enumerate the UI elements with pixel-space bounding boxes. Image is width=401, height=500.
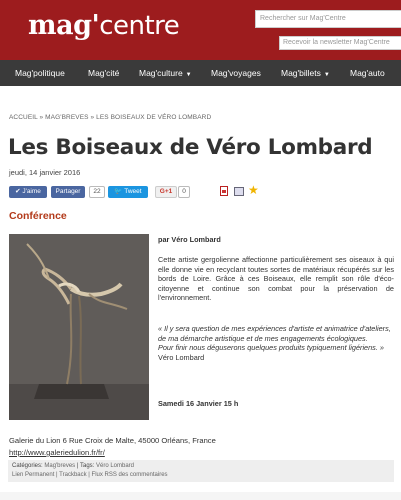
quote-text: « Il y sera question de mes expériences d'artiste et animatrice d'ateliers, de ma démarche artistique et de mes engagements écologiques. — [158, 324, 391, 343]
newsletter-input[interactable]: Recevoir la newsletter Mag'Centre — [279, 36, 401, 50]
event-address: Galerie du Lion 6 Rue Croix de Malte, 45000 Orléans, France — [9, 436, 216, 445]
nav-item-voyages[interactable]: Mag'voyages — [211, 68, 261, 78]
event-date: Samedi 16 Janvier 15 h — [158, 399, 239, 408]
chevron-down-icon: ▼ — [323, 72, 330, 78]
article-author: par Véro Lombard — [158, 235, 221, 244]
article-meta — [8, 460, 394, 482]
gallery-link[interactable]: http://www.galeriedulion.fr/fr/ — [9, 448, 105, 457]
site-logo[interactable] — [28, 10, 179, 41]
twitter-bird-icon: 🐦 — [114, 188, 125, 195]
quote-text-2: Pour finir nous déguserons quelques produits typiquement ligériens. » — [158, 343, 384, 353]
trackback-link[interactable]: | Trackback — [56, 472, 87, 478]
article-paragraph: Cette artiste gergolienne affectionne particulièrement ses oiseaux à qui elle donne vie en recyclant toutes sortes de matériaux récupérés sur les bords de Loire. Grâce à ces Boiseaux, elle remplit son rôle d'éco-citoyenne et continue son combat pour la préservation de l'environnement. — [158, 255, 394, 303]
nav-item-politique[interactable]: Mag'politique — [15, 68, 65, 78]
site-header — [0, 0, 401, 60]
rss-link[interactable]: | Flux RSS des commentaires — [88, 472, 168, 478]
star-icon[interactable]: ★ — [248, 183, 259, 197]
article-kicker: Conférence — [9, 210, 67, 222]
tags-label: | Tags: — [76, 463, 95, 469]
pdf-icon[interactable] — [220, 186, 228, 196]
divider — [0, 492, 401, 500]
logo-main: mag' — [28, 10, 100, 41]
thumbs-up-icon: ✔ — [15, 188, 23, 195]
google-plus-button[interactable]: G+1 — [155, 186, 177, 198]
nav-item-auto[interactable]: Mag'auto — [350, 68, 385, 78]
gplus-count: 0 — [178, 186, 190, 198]
page-title: Les Boiseaux de Véro Lombard — [8, 135, 373, 160]
tweet-button[interactable]: 🐦 Tweet — [108, 186, 148, 198]
nav-item-billets[interactable]: Mag'billets ▼ — [281, 68, 330, 78]
chevron-down-icon: ▼ — [185, 72, 192, 78]
print-icon[interactable] — [234, 187, 244, 196]
breadcrumb[interactable]: ACCUEIL » MAG'BREVES » LES BOISEAUX DE VÉRO LOMBARD — [9, 114, 212, 121]
logo-sub: centre — [99, 11, 180, 41]
search-input[interactable]: Rechercher sur Mag'Centre — [255, 10, 401, 28]
article-photo — [9, 234, 149, 420]
permalink-link[interactable]: Lien Permanent — [12, 472, 55, 478]
facebook-share-button[interactable]: Partager — [51, 186, 85, 198]
article-quote — [158, 324, 394, 362]
tag-link[interactable]: Véro Lombard — [96, 463, 135, 469]
nav-item-cite[interactable]: Mag'cité — [88, 68, 120, 78]
nav-item-culture[interactable]: Mag'culture ▼ — [139, 68, 192, 78]
bird-sculpture-image — [9, 234, 149, 420]
category-link[interactable]: Mag'breves — [44, 463, 76, 469]
share-count: 22 — [89, 186, 105, 198]
quote-author: Véro Lombard — [158, 352, 205, 362]
categories-label: Catégories: — [12, 463, 43, 469]
facebook-like-button[interactable]: ✔ J'aime — [9, 186, 47, 198]
main-nav — [0, 60, 401, 86]
article-date: jeudi, 14 janvier 2016 — [9, 168, 81, 177]
